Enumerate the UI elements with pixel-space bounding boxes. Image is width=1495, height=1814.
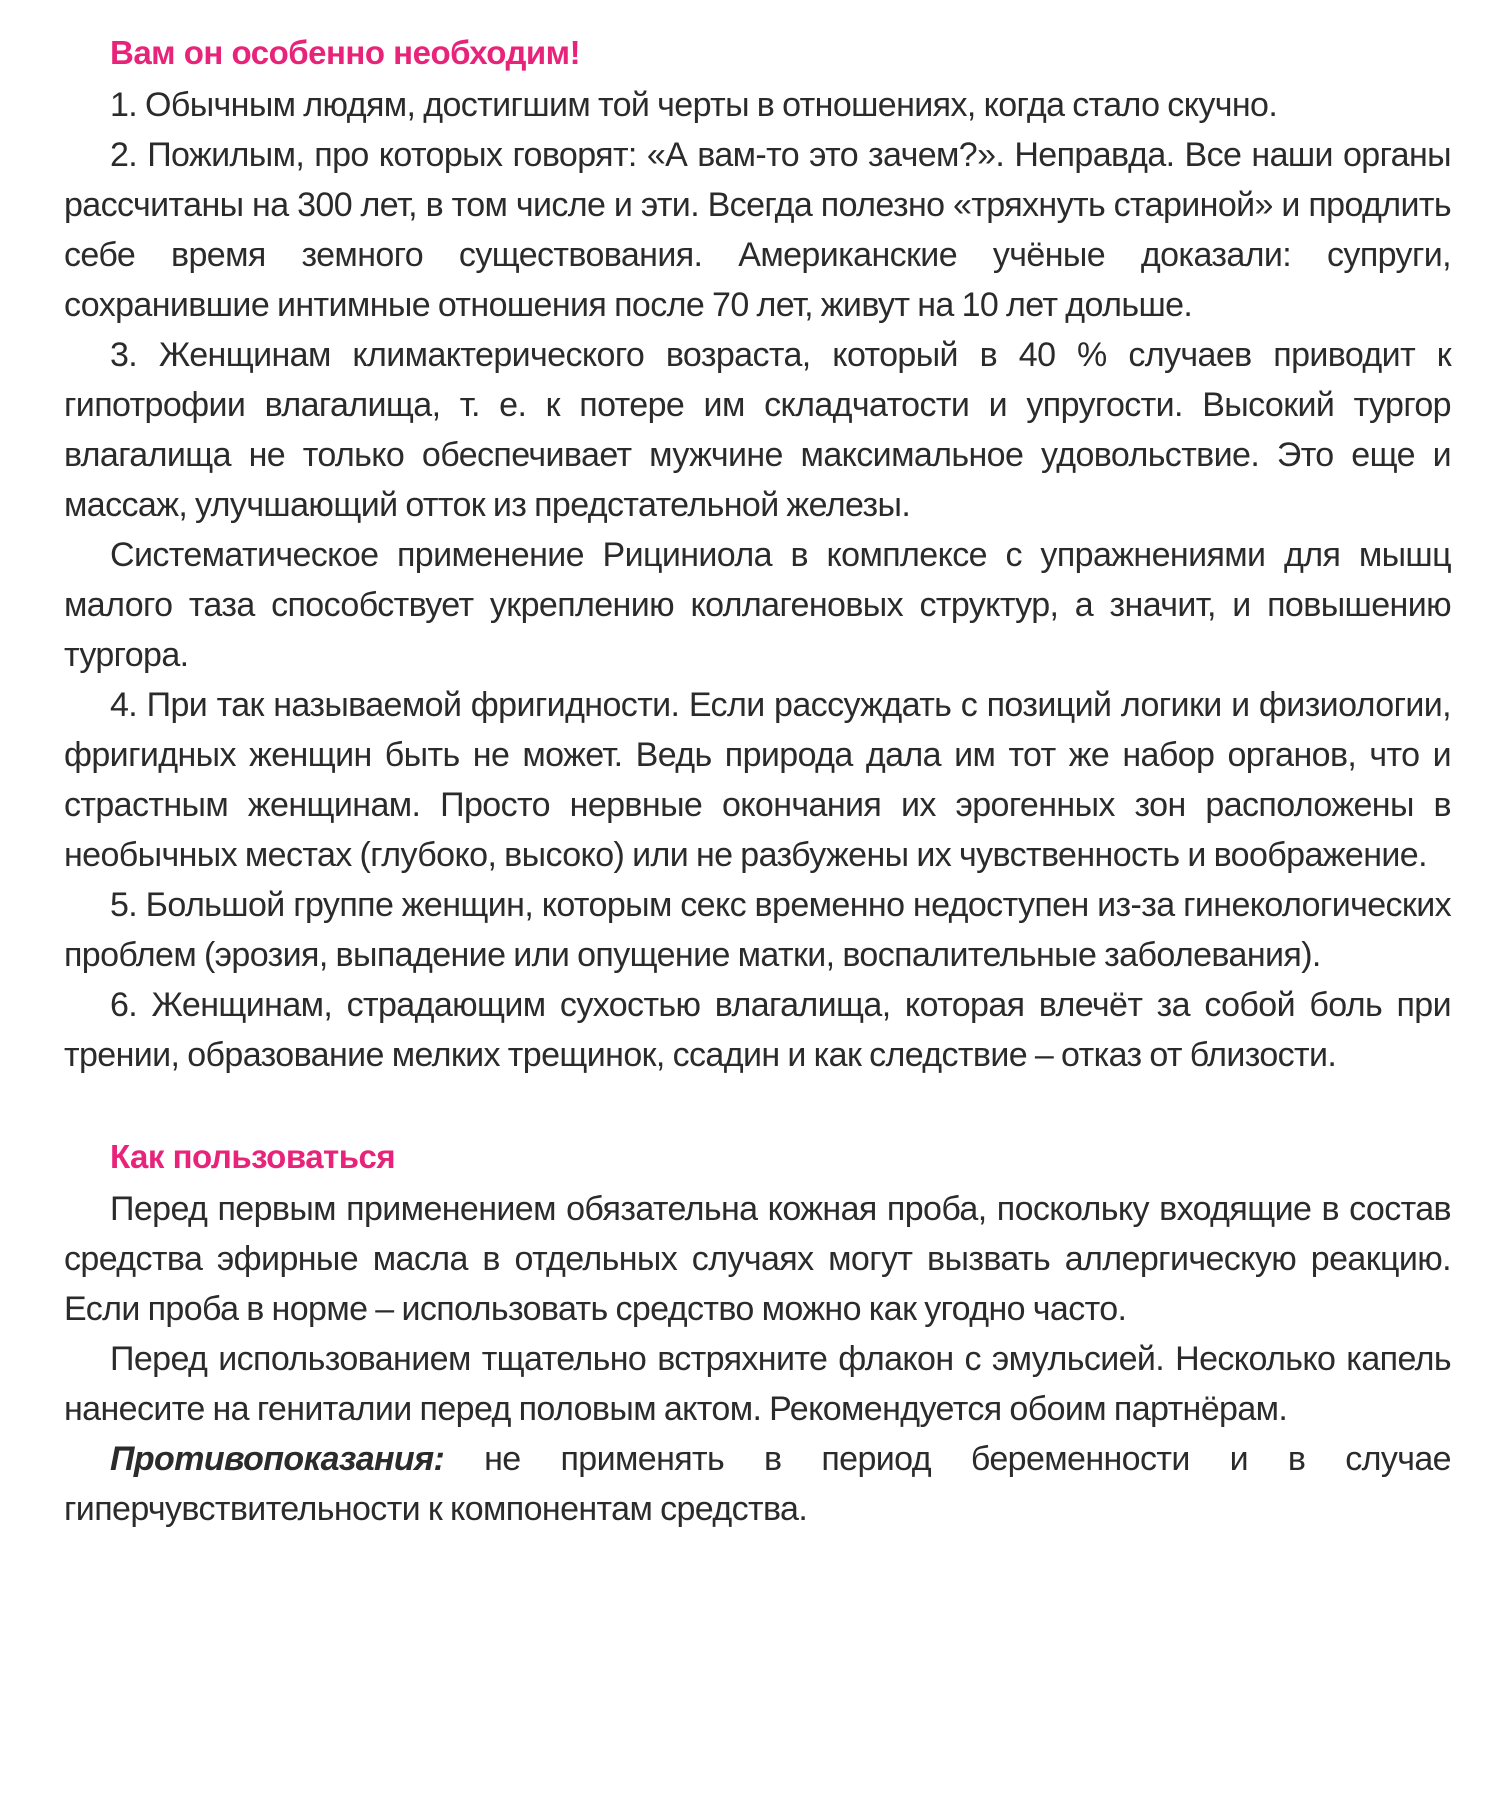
paragraph-item-3: 3. Женщинам климактерического возраста, который в 40 % случаев приводит к гипотрофии влагалища, т. е. к потере им складчатости и упругости. Высокий тургор влагалища не только обеспечивает мужчине максимальное удовольствие. Это еще и массаж, улучшающий отток из предстательной железы. xyxy=(64,336,1451,524)
contraindications-text: не применять в период беременности и в случае гиперчувствительности к компонентам средства. xyxy=(64,1440,1451,1528)
contraindications-paragraph xyxy=(64,1434,1451,1534)
paragraph-item-3-note: Систематическое применение Рициниола в комплексе с упражнениями для мышц малого таза способствует укреплению коллагеновых структур, а значит, и повышению тургора. xyxy=(64,536,1451,674)
paragraph-item-5: 5. Большой группе женщин, которым секс временно недоступен из-за гинекологических проблем (эрозия, выпадение или опущение матки, воспалительные заболевания). xyxy=(64,886,1451,974)
section-heading-usage: Как пользоваться xyxy=(110,1138,396,1175)
paragraph-item-1: 1. Обычным людям, достигшим той черты в отношениях, когда стало скучно. xyxy=(110,86,1278,124)
usage-paragraph-skin-test: Перед первым применением обязательна кожная проба, поскольку входящие в состав средства эфирные масла в отдельных случаях могут вызвать аллергическую реакцию. Если проба в норме – использовать средство можно как угодно часто. xyxy=(64,1190,1451,1328)
usage-body xyxy=(64,1184,1451,1534)
paragraph-item-4: 4. При так называемой фригидности. Если рассуждать с позиций логики и физиологии, фригидных женщин быть не может. Ведь природа дала им тот же набор органов, что и страстным женщинам. Просто нервные окончания их эрогенных зон расположены в необычных местах (глубоко, высоко) или не разбужены их чувственность и воображение. xyxy=(64,686,1451,874)
paragraph-item-6: 6. Женщинам, страдающим сухостью влагалища, которая влечёт за собой боль при трении, образование мелких трещинок, ссадин и как следствие – отказ от близости. xyxy=(64,986,1451,1074)
usage-paragraph-application: Перед использованием тщательно встряхните флакон с эмульсией. Несколько капель нанесите на гениталии перед половым актом. Рекомендуется обоим партнёрам. xyxy=(64,1340,1451,1428)
indications-body xyxy=(64,80,1451,1080)
paragraph-item-2: 2. Пожилым, про которых говорят: «А вам-то это зачем?». Неправда. Все наши органы рассчитаны на 300 лет, в том числе и эти. Всегда полезно «тряхнуть стариной» и продлить себе время земного существования. Американские учёные доказали: супруги, сохранившие интимные отношения после 70 лет, живут на 10 лет дольше. xyxy=(64,136,1451,324)
section-heading-indications: Вам он особенно необходим! xyxy=(110,34,581,71)
contraindications-label: Противопоказания: xyxy=(110,1440,445,1478)
section-spacer xyxy=(64,1080,1451,1132)
